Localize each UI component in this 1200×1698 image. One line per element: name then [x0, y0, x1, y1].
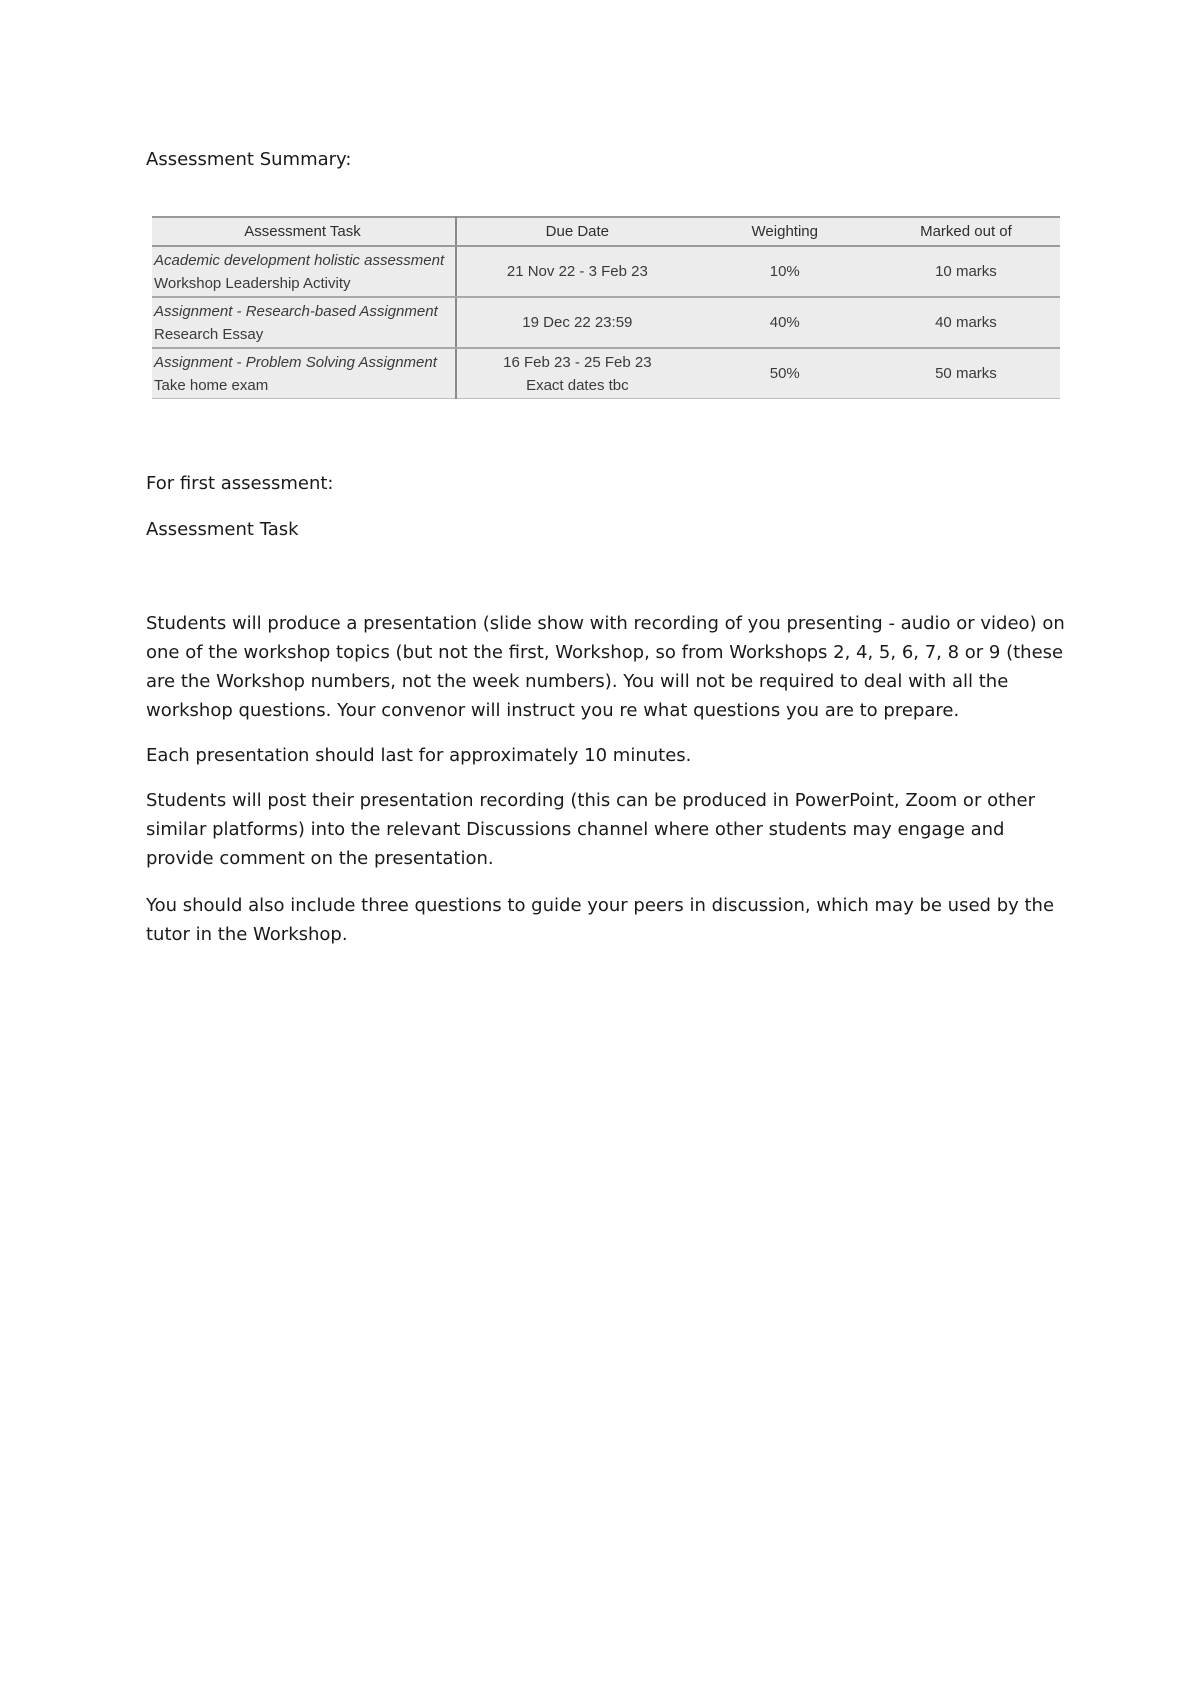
header-due-date: Due Date [456, 217, 698, 246]
due-date-note: Exact dates tbc [526, 376, 629, 394]
cell-assessment-task [152, 348, 456, 399]
cell-due-date [456, 348, 698, 399]
table-row [152, 246, 1060, 297]
task-name: Workshop Leadership Activity [154, 274, 351, 292]
task-type: Academic development holistic assessment [154, 251, 445, 269]
task-type: Assignment - Research-based Assignment [154, 302, 438, 320]
paragraph-discussion-questions: You should also include three questions to guide your peers in discussion, which may be used by the tutor in the Workshop. [146, 895, 1055, 945]
paragraph-presentation-length: Each presentation should last for approximately 10 minutes. [146, 745, 692, 766]
task-type: Assignment - Problem Solving Assignment [154, 353, 437, 371]
due-date-line: 21 Nov 22 - 3 Feb 23 [506, 263, 648, 280]
cell-due-date [456, 246, 698, 297]
cell-weighting: 10% [698, 246, 872, 297]
table-header-row [152, 217, 1060, 246]
header-weighting: Weighting [698, 217, 872, 246]
cell-marked-out-of: 40 marks [872, 297, 1060, 348]
cell-assessment-task [152, 246, 456, 297]
cell-marked-out-of: 50 marks [872, 348, 1060, 399]
task-name: Take home exam [154, 376, 269, 394]
header-assessment-task: Assessment Task [152, 217, 456, 246]
cell-weighting: 40% [698, 297, 872, 348]
table-row [152, 348, 1060, 399]
due-date-line: 16 Feb 23 - 25 Feb 23 [503, 353, 652, 371]
first-assessment-heading: For first assessment: [146, 473, 334, 494]
cell-assessment-task [152, 297, 456, 348]
cell-marked-out-of: 10 marks [872, 246, 1060, 297]
table-row [152, 297, 1060, 348]
task-name: Research Essay [154, 325, 264, 343]
assessment-table-container [152, 216, 1060, 399]
paragraph-posting-instructions: Students will post their presentation recording (this can be produced in PowerPoint, Zoom or other similar platforms) into the relevant Discussions channel where other students may engage and provide comment on the presentation. [146, 790, 1036, 869]
paragraph-presentation-description: Students will produce a presentation (slide show with recording of you presenting - audio or video) on one of the workshop topics (but not the first, Workshop, so from Workshops 2, 4, 5, 6, 7, 8 or 9 (these are the Workshop numbers, not the week numbers). You will not be required to deal with all the workshop questions. Your convenor will instruct you re what questions you are to prepare. [146, 613, 1065, 721]
cell-due-date [456, 297, 698, 348]
assessment-task-heading: Assessment Task [146, 519, 299, 540]
due-date-line: 19 Dec 22 23:59 [522, 314, 633, 331]
assessment-summary-table [152, 216, 1060, 399]
header-marked-out-of: Marked out of [872, 217, 1060, 246]
cell-weighting: 50% [698, 348, 872, 399]
assessment-summary-heading: Assessment Summary: [146, 149, 352, 170]
